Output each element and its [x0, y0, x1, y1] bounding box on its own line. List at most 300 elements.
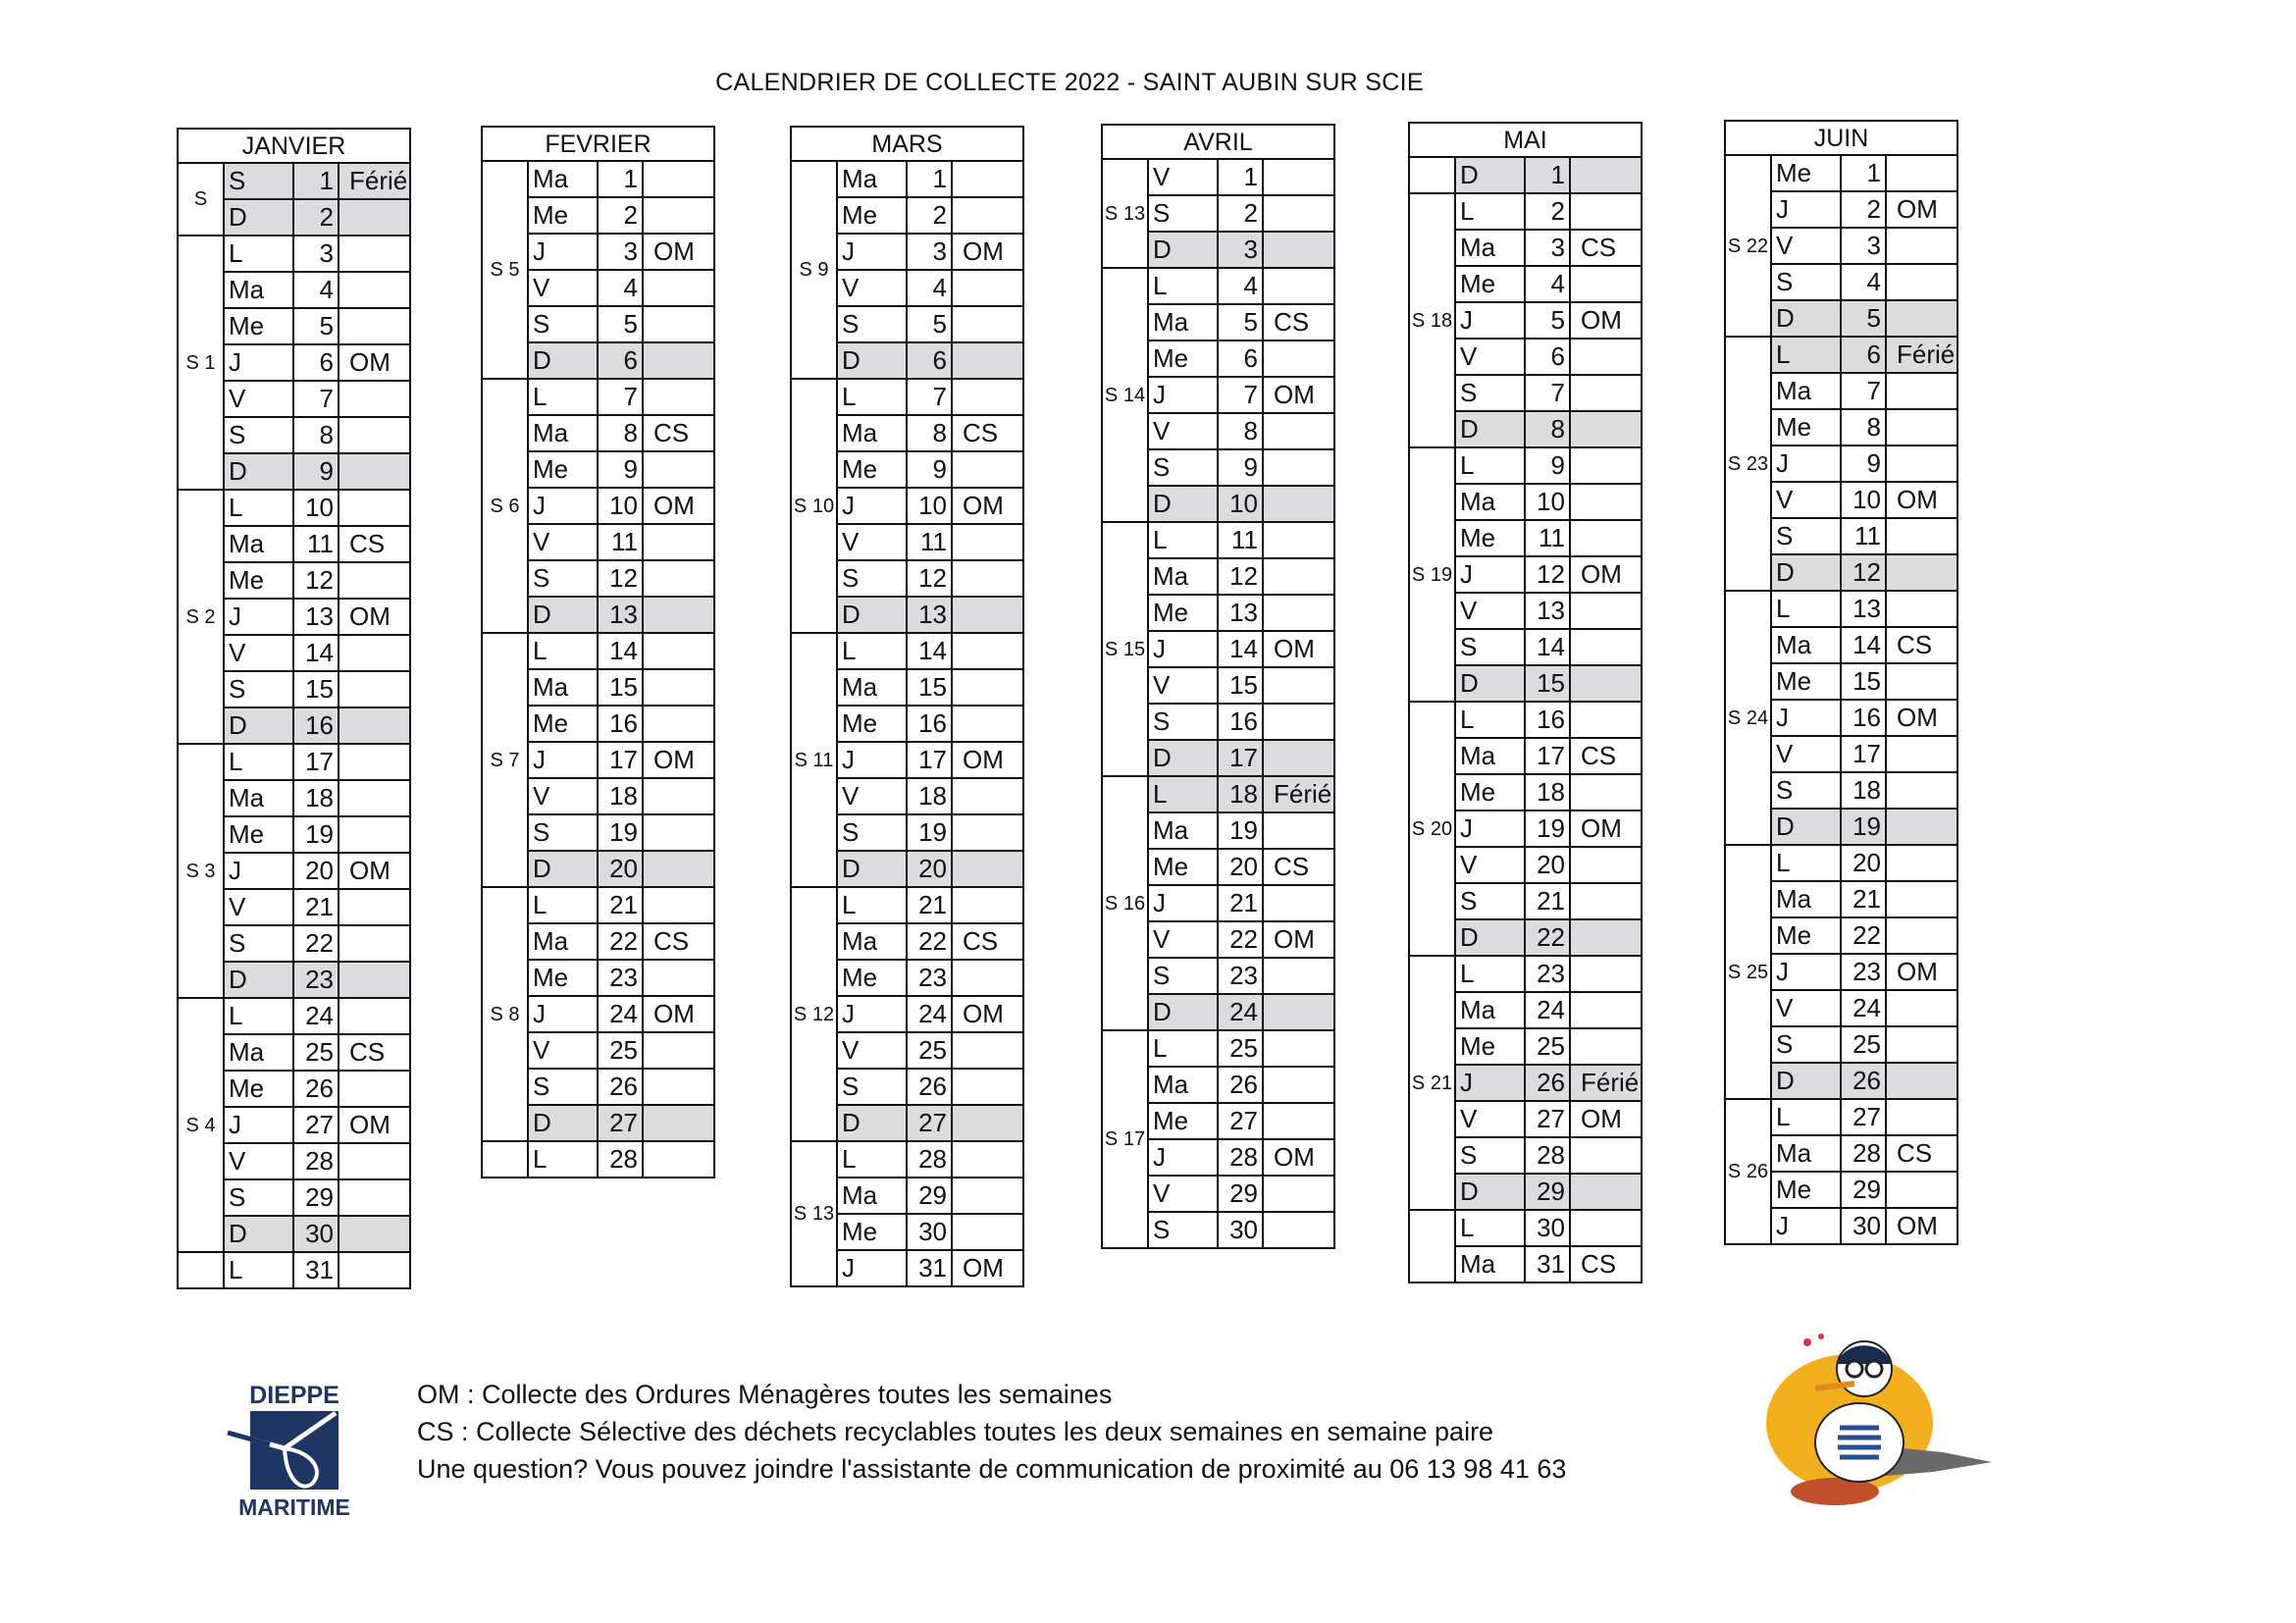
week-label: S 17	[1102, 1030, 1148, 1248]
day-number: 11	[1525, 520, 1570, 556]
collection-note: OM	[1886, 700, 1957, 736]
day-name: J	[1148, 1139, 1218, 1176]
day-name: Ma	[1148, 558, 1218, 595]
collection-note	[1886, 1099, 1957, 1135]
collection-note	[1570, 411, 1642, 447]
day-name: J	[224, 344, 293, 381]
collection-note	[1570, 847, 1642, 883]
day-number: 21	[598, 887, 643, 923]
day-name: Ma	[1455, 230, 1525, 266]
day-number: 19	[598, 814, 643, 851]
day-row	[1102, 159, 1334, 195]
day-name: S	[528, 814, 598, 851]
day-name: V	[528, 1032, 598, 1069]
day-name: L	[837, 1141, 907, 1178]
day-number: 9	[1218, 449, 1263, 486]
day-name: J	[1771, 1208, 1841, 1244]
day-row	[1409, 157, 1642, 193]
day-number: 15	[907, 669, 952, 706]
day-name: J	[224, 599, 293, 635]
day-number: 3	[293, 236, 339, 272]
day-row	[178, 236, 410, 272]
day-name: V	[1148, 413, 1218, 449]
day-name: V	[1455, 847, 1525, 883]
day-name: Me	[224, 1071, 293, 1107]
day-name: J	[837, 996, 907, 1032]
collection-note: CS	[643, 923, 714, 960]
week-label	[1409, 1210, 1455, 1283]
day-name: L	[837, 887, 907, 923]
collection-note	[1886, 663, 1957, 700]
day-name: D	[224, 962, 293, 998]
week-label: S 15	[1102, 522, 1148, 776]
day-name: D	[1455, 411, 1525, 447]
day-row	[1102, 268, 1334, 304]
day-number: 1	[907, 161, 952, 197]
day-number: 7	[1525, 375, 1570, 411]
day-name: L	[1148, 1030, 1218, 1067]
day-number: 13	[907, 597, 952, 633]
day-number: 3	[1525, 230, 1570, 266]
day-number: 25	[1218, 1030, 1263, 1067]
day-number: 30	[1841, 1208, 1886, 1244]
collection-note	[339, 816, 410, 853]
day-name: L	[837, 633, 907, 669]
collection-note	[1886, 881, 1957, 917]
day-name: Ma	[1771, 1135, 1841, 1172]
day-number: 22	[598, 923, 643, 960]
day-number: 29	[1218, 1176, 1263, 1212]
week-label: S 13	[791, 1141, 837, 1286]
collection-note	[339, 1216, 410, 1252]
day-name: Me	[1455, 774, 1525, 811]
day-number: 14	[598, 633, 643, 669]
collection-note	[952, 1214, 1023, 1250]
day-number: 8	[598, 415, 643, 451]
day-number: 20	[1841, 845, 1886, 881]
day-name: D	[1148, 486, 1218, 522]
collection-note: OM	[1886, 1208, 1957, 1244]
collection-note	[1570, 883, 1642, 919]
day-row	[1102, 1030, 1334, 1067]
collection-note	[1263, 486, 1334, 522]
day-number: 25	[293, 1034, 339, 1071]
collection-note	[1570, 339, 1642, 375]
day-number: 31	[907, 1250, 952, 1286]
day-name: Me	[1771, 409, 1841, 445]
day-name: S	[1148, 1212, 1218, 1248]
collection-note	[1570, 266, 1642, 302]
collection-note: OM	[339, 599, 410, 635]
collection-note	[952, 161, 1023, 197]
day-number: 26	[1525, 1065, 1570, 1101]
collection-note	[1263, 195, 1334, 232]
day-name: Ma	[1771, 627, 1841, 663]
day-name: J	[837, 234, 907, 270]
collection-note: OM	[643, 234, 714, 270]
day-name: L	[1455, 1210, 1525, 1246]
legend-contact: Une question? Vous pouvez joindre l'assistante de communication de proximité au 06 13 98 41 63	[417, 1454, 1567, 1484]
collection-note	[1263, 885, 1334, 921]
day-number: 20	[598, 851, 643, 887]
day-row	[1725, 337, 1957, 373]
day-name: S	[1455, 1137, 1525, 1174]
collection-note: CS	[1570, 1246, 1642, 1283]
day-number: 1	[1841, 155, 1886, 191]
collection-note	[952, 1178, 1023, 1214]
day-number: 12	[907, 560, 952, 597]
day-name: Me	[224, 816, 293, 853]
day-name: D	[1771, 554, 1841, 591]
collection-note: Férié	[339, 163, 410, 199]
day-name: V	[528, 270, 598, 306]
collection-note	[1886, 917, 1957, 954]
day-name: Ma	[1455, 738, 1525, 774]
collection-note	[339, 490, 410, 526]
day-name: L	[1148, 268, 1218, 304]
day-number: 22	[907, 923, 952, 960]
day-row	[1409, 1210, 1642, 1246]
day-number: 7	[598, 379, 643, 415]
collection-note	[339, 417, 410, 453]
day-name: V	[1771, 736, 1841, 772]
month-table	[177, 162, 411, 1289]
collection-note	[952, 633, 1023, 669]
day-number: 23	[293, 962, 339, 998]
day-name: D	[528, 597, 598, 633]
collection-note: OM	[952, 234, 1023, 270]
collection-note	[952, 379, 1023, 415]
day-number: 25	[907, 1032, 952, 1069]
day-row	[791, 887, 1023, 923]
day-name: J	[1455, 556, 1525, 593]
day-row	[178, 1252, 410, 1288]
collection-note	[643, 851, 714, 887]
week-label: S 7	[482, 633, 528, 887]
collection-note	[643, 1032, 714, 1069]
day-number: 2	[1525, 193, 1570, 230]
collection-note: Férié	[1263, 776, 1334, 812]
day-number: 20	[907, 851, 952, 887]
day-name: D	[224, 1216, 293, 1252]
day-number: 10	[598, 488, 643, 524]
collection-note	[643, 778, 714, 814]
collection-note	[643, 161, 714, 197]
day-number: 2	[598, 197, 643, 234]
day-number: 27	[293, 1107, 339, 1143]
day-number: 23	[907, 960, 952, 996]
day-number: 20	[293, 853, 339, 889]
day-number: 19	[907, 814, 952, 851]
day-name: Ma	[837, 1178, 907, 1214]
day-number: 1	[598, 161, 643, 197]
day-number: 26	[598, 1069, 643, 1105]
collection-note: CS	[1263, 304, 1334, 340]
day-name: Ma	[837, 669, 907, 706]
collection-note	[1886, 591, 1957, 627]
day-name: Ma	[528, 669, 598, 706]
collection-note	[1570, 629, 1642, 665]
collection-note	[339, 780, 410, 816]
day-number: 6	[1841, 337, 1886, 373]
collection-note	[1886, 809, 1957, 845]
day-name: Ma	[224, 780, 293, 816]
day-number: 15	[598, 669, 643, 706]
collection-note: OM	[1570, 302, 1642, 339]
day-number: 28	[1525, 1137, 1570, 1174]
day-name: J	[528, 488, 598, 524]
collection-note	[339, 998, 410, 1034]
collection-note	[1570, 1210, 1642, 1246]
collection-note	[643, 1069, 714, 1105]
day-number: 8	[293, 417, 339, 453]
day-name: L	[224, 490, 293, 526]
week-label: S 24	[1725, 591, 1771, 845]
collection-note: CS	[1886, 627, 1957, 663]
collection-note	[1570, 919, 1642, 956]
day-number: 14	[1841, 627, 1886, 663]
day-name: L	[1455, 702, 1525, 738]
day-number: 14	[1218, 631, 1263, 667]
collection-note	[339, 308, 410, 344]
day-row	[178, 744, 410, 780]
day-number: 17	[1218, 740, 1263, 776]
day-row	[482, 633, 714, 669]
day-number: 16	[598, 706, 643, 742]
collection-note	[1570, 484, 1642, 520]
collection-note	[1886, 373, 1957, 409]
day-name: J	[1148, 631, 1218, 667]
collection-note	[1886, 155, 1957, 191]
day-name: L	[528, 1141, 598, 1178]
day-row	[1725, 1099, 1957, 1135]
day-number: 22	[1218, 921, 1263, 958]
collection-note	[339, 744, 410, 780]
day-number: 16	[1218, 704, 1263, 740]
day-name: V	[837, 524, 907, 560]
day-number: 14	[907, 633, 952, 669]
month-juin	[1724, 120, 1958, 1245]
day-name: Ma	[528, 161, 598, 197]
day-name: V	[837, 270, 907, 306]
day-name: S	[1148, 195, 1218, 232]
day-name: Me	[224, 562, 293, 599]
collection-note	[1570, 157, 1642, 193]
day-name: Me	[837, 706, 907, 742]
day-name: S	[528, 1069, 598, 1105]
day-number: 23	[598, 960, 643, 996]
day-number: 15	[1218, 667, 1263, 704]
day-number: 28	[907, 1141, 952, 1178]
day-number: 14	[293, 635, 339, 671]
day-number: 16	[1841, 700, 1886, 736]
collection-note	[952, 451, 1023, 488]
day-number: 29	[293, 1179, 339, 1216]
day-number: 11	[598, 524, 643, 560]
day-name: S	[224, 671, 293, 707]
collection-note: OM	[952, 742, 1023, 778]
week-label: S 26	[1725, 1099, 1771, 1244]
day-number: 3	[1218, 232, 1263, 268]
day-name: S	[528, 306, 598, 342]
day-row	[1409, 447, 1642, 484]
collection-note	[1570, 665, 1642, 702]
collection-note	[1886, 300, 1957, 337]
day-row	[1725, 845, 1957, 881]
collection-note	[1886, 1026, 1957, 1063]
week-label: S 16	[1102, 776, 1148, 1030]
day-name: Me	[528, 960, 598, 996]
week-label: S 25	[1725, 845, 1771, 1099]
day-name: D	[837, 597, 907, 633]
day-name: L	[1455, 447, 1525, 484]
day-name: J	[528, 234, 598, 270]
day-name: Me	[528, 451, 598, 488]
collection-note: CS	[339, 1034, 410, 1071]
day-number: 5	[1841, 300, 1886, 337]
day-name: V	[224, 889, 293, 925]
collection-note: CS	[952, 923, 1023, 960]
day-name: J	[224, 853, 293, 889]
day-name: V	[1148, 667, 1218, 704]
day-number: 1	[293, 163, 339, 199]
day-name: S	[1148, 449, 1218, 486]
collection-note: OM	[952, 488, 1023, 524]
day-name: D	[224, 199, 293, 236]
week-label: S 12	[791, 887, 837, 1141]
collection-note	[1570, 593, 1642, 629]
collection-note: CS	[952, 415, 1023, 451]
collection-note	[1263, 994, 1334, 1030]
collection-note	[339, 453, 410, 490]
day-name: L	[1455, 956, 1525, 992]
week-label: S 5	[482, 161, 528, 379]
day-name: D	[1771, 300, 1841, 337]
day-name: Me	[1455, 520, 1525, 556]
day-name: V	[1771, 990, 1841, 1026]
collection-note	[1570, 1028, 1642, 1065]
day-name: Ma	[1148, 304, 1218, 340]
day-name: L	[1148, 776, 1218, 812]
collection-note	[1570, 193, 1642, 230]
day-name: Me	[837, 451, 907, 488]
day-name: V	[1455, 1101, 1525, 1137]
day-name: J	[837, 1250, 907, 1286]
collection-note	[1886, 990, 1957, 1026]
day-name: Ma	[837, 923, 907, 960]
week-label: S 4	[178, 998, 224, 1252]
day-name: D	[1148, 994, 1218, 1030]
day-name: S	[837, 814, 907, 851]
collection-note: OM	[1263, 377, 1334, 413]
day-number: 27	[1525, 1101, 1570, 1137]
day-number: 7	[1218, 377, 1263, 413]
day-number: 2	[1841, 191, 1886, 228]
collection-note	[952, 778, 1023, 814]
day-name: D	[224, 453, 293, 490]
day-number: 6	[1218, 340, 1263, 377]
day-name: Ma	[1455, 484, 1525, 520]
day-name: S	[837, 560, 907, 597]
collection-note	[1886, 264, 1957, 300]
collection-note	[643, 814, 714, 851]
day-number: 17	[293, 744, 339, 780]
day-name: S	[528, 560, 598, 597]
day-number: 6	[907, 342, 952, 379]
day-name: D	[837, 851, 907, 887]
week-label: S	[178, 163, 224, 236]
day-number: 31	[293, 1252, 339, 1288]
collection-note: OM	[1570, 556, 1642, 593]
collection-note	[1570, 774, 1642, 811]
day-name: V	[1771, 482, 1841, 518]
day-number: 28	[293, 1143, 339, 1179]
month-table	[1724, 154, 1958, 1245]
month-table	[481, 160, 715, 1178]
collection-note	[1263, 159, 1334, 195]
day-number: 18	[907, 778, 952, 814]
collection-note: OM	[1263, 921, 1334, 958]
day-name: Ma	[1148, 812, 1218, 849]
day-row	[178, 163, 410, 199]
day-number: 4	[907, 270, 952, 306]
month-mars	[790, 126, 1024, 1287]
day-row	[1409, 702, 1642, 738]
month-table	[1101, 158, 1335, 1249]
day-number: 22	[293, 925, 339, 962]
collection-note	[952, 197, 1023, 234]
day-number: 28	[598, 1141, 643, 1178]
day-number: 7	[293, 381, 339, 417]
day-number: 27	[1841, 1099, 1886, 1135]
day-name: S	[1771, 264, 1841, 300]
day-number: 13	[1218, 595, 1263, 631]
day-name: Me	[1148, 340, 1218, 377]
collection-note: Férié	[1570, 1065, 1642, 1101]
day-number: 18	[1525, 774, 1570, 811]
collection-note	[1886, 518, 1957, 554]
day-row	[1725, 591, 1957, 627]
day-number: 6	[598, 342, 643, 379]
day-name: D	[1455, 665, 1525, 702]
week-label: S 19	[1409, 447, 1455, 702]
day-number: 4	[598, 270, 643, 306]
collection-note	[1263, 1212, 1334, 1248]
collection-note	[1263, 232, 1334, 268]
collection-note: OM	[952, 996, 1023, 1032]
collection-note	[952, 1032, 1023, 1069]
day-name: D	[224, 707, 293, 744]
month-mai	[1408, 122, 1643, 1283]
day-number: 17	[1525, 738, 1570, 774]
page-title: CALENDRIER DE COLLECTE 2022 - SAINT AUBIN SUR SCIE	[715, 69, 1424, 96]
collection-note	[1263, 268, 1334, 304]
collection-note: OM	[339, 853, 410, 889]
day-name: L	[1771, 1099, 1841, 1135]
day-number: 21	[1841, 881, 1886, 917]
day-name: J	[1771, 954, 1841, 990]
day-number: 21	[1218, 885, 1263, 921]
day-row	[1409, 956, 1642, 992]
collection-note	[952, 1105, 1023, 1141]
day-name: Me	[1455, 266, 1525, 302]
day-name: Me	[837, 197, 907, 234]
collection-note	[339, 562, 410, 599]
day-number: 9	[293, 453, 339, 490]
collection-note	[952, 1069, 1023, 1105]
collection-note	[1570, 1137, 1642, 1174]
collection-note	[1570, 520, 1642, 556]
